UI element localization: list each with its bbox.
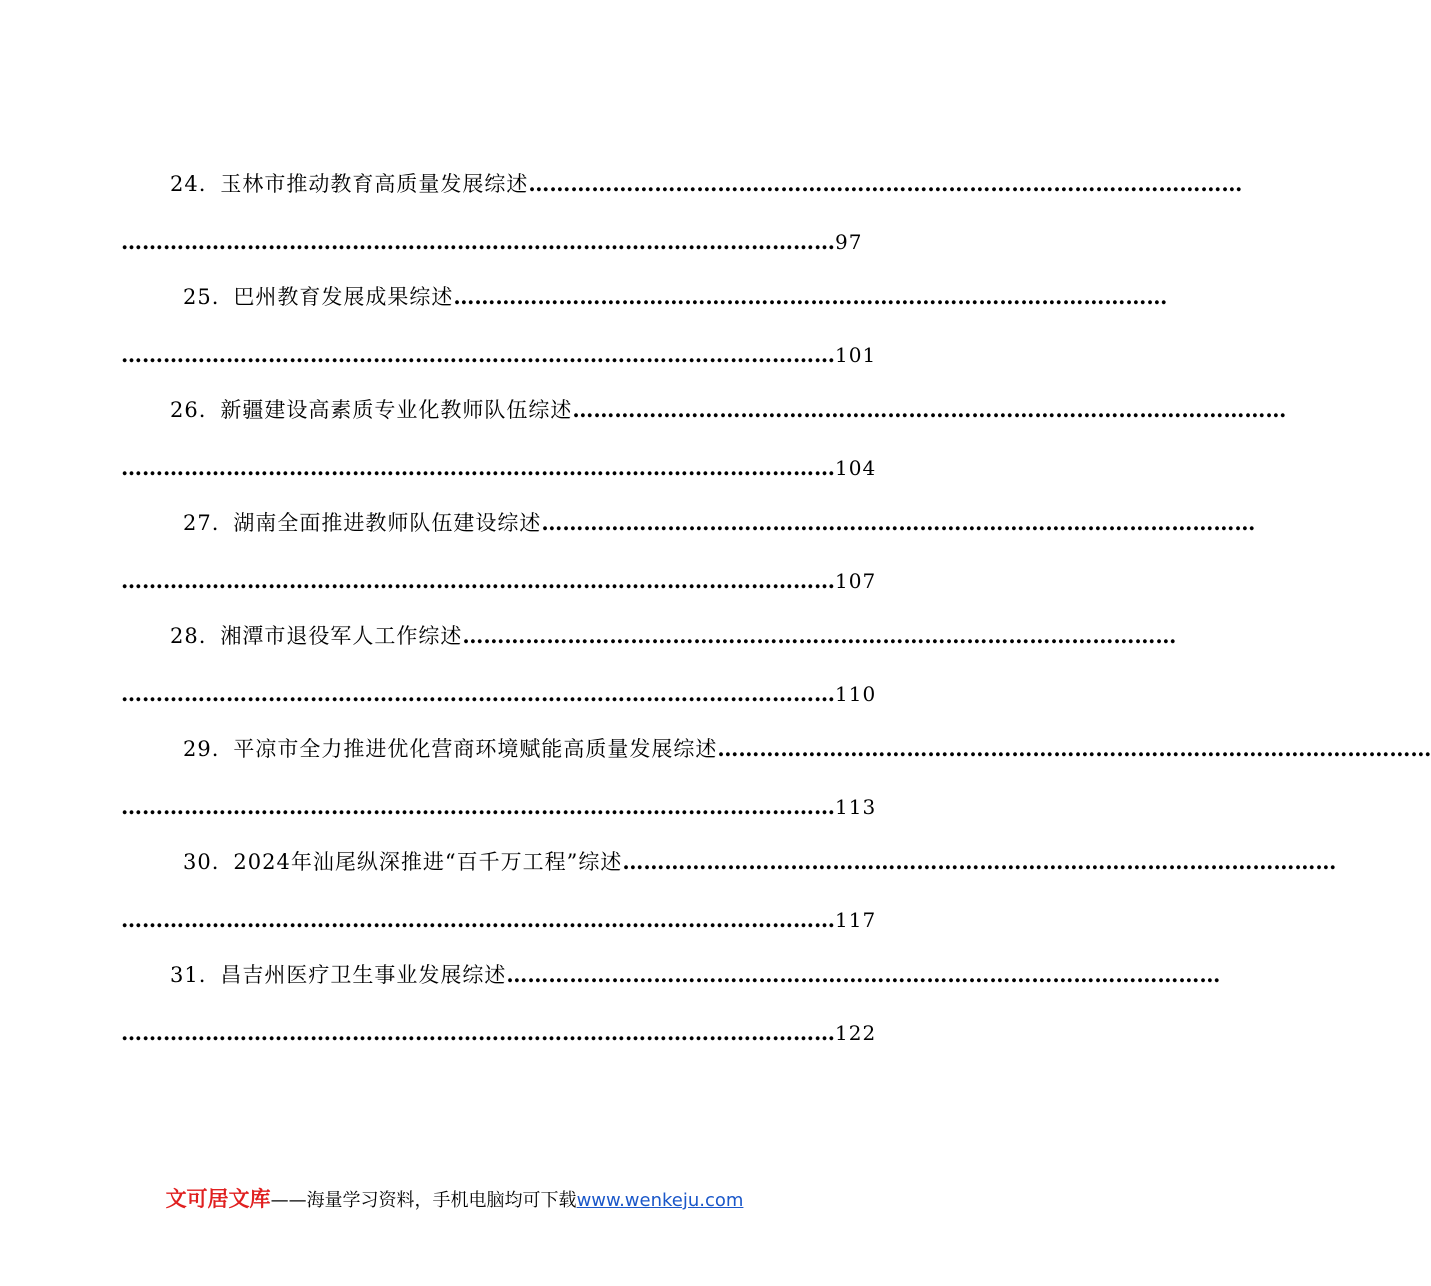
toc-leader-dots: ………………………………………………………………………………………… <box>121 681 835 706</box>
toc-leader-dots: ………………………………………………………………………………………… <box>506 962 1221 987</box>
toc-entry-title: 湖南全面推进教师队伍建设综述 <box>233 511 542 535</box>
toc-leader-dots: ………………………………………………………………………………………… <box>121 568 835 593</box>
toc-leader-dots: ………………………………………………………………………………………… <box>572 397 1287 422</box>
toc-entry-number: 27. <box>183 511 220 535</box>
toc-page-number: 97 <box>835 230 863 254</box>
toc-entry-number: 24. <box>170 172 207 196</box>
toc-leader-dots: ………………………………………………………………………………………… <box>453 284 1168 309</box>
toc-page-number: 113 <box>835 795 877 819</box>
toc-leader-dots: ………………………………………………………………………………………… <box>121 1020 835 1045</box>
toc-page-number: 117 <box>835 908 877 932</box>
toc-entry[interactable] <box>170 620 1177 652</box>
toc-entry[interactable] <box>170 168 1243 200</box>
toc-leader-dots: ………………………………………………………………………………………… <box>541 510 1256 535</box>
toc-leader-dots: ………………………………………………………………………………………… <box>717 736 1431 761</box>
toc-leader-dots: ………………………………………………………………………………………… <box>121 455 835 480</box>
toc-page-number: 107 <box>835 569 877 593</box>
toc-entry-continuation <box>121 452 877 484</box>
toc-leader-dots: ………………………………………………………………………………………… <box>462 623 1177 648</box>
footer-brand: 文可居文库 <box>165 1187 271 1211</box>
toc-entry-number: 30. <box>183 850 220 874</box>
toc-entry[interactable] <box>170 394 1287 426</box>
toc-entry-title: 巴州教育发展成果综述 <box>233 285 454 309</box>
toc-entry[interactable] <box>183 507 1256 539</box>
toc-entry-title: 新疆建设高素质专业化教师队伍综述 <box>220 398 573 422</box>
footer-slogan: ——海量学习资料，手机电脑均可下载 <box>270 1190 577 1211</box>
toc-page-number: 101 <box>835 343 877 367</box>
toc-entry-title: 平凉市全力推进优化营商环境赋能高质量发展综述 <box>233 737 718 761</box>
toc-entry-number: 29. <box>183 737 220 761</box>
toc-page-number: 104 <box>835 456 877 480</box>
toc-entry-continuation <box>121 565 877 597</box>
toc-page-number: 110 <box>835 682 877 706</box>
toc-leader-dots: ………………………………………………………………………………………… <box>622 849 1337 874</box>
toc-entry-continuation <box>121 678 877 710</box>
toc-leader-dots: ………………………………………………………………………………………… <box>528 171 1243 196</box>
footer-banner <box>0 1183 909 1213</box>
toc-entry-number: 31. <box>170 963 207 987</box>
toc-entry[interactable] <box>183 846 1337 878</box>
toc-leader-dots: ………………………………………………………………………………………… <box>121 342 835 367</box>
toc-leader-dots: ………………………………………………………………………………………… <box>121 794 835 819</box>
footer-website-link[interactable]: www.wenkeju.com <box>576 1190 744 1211</box>
toc-entry-title: 玉林市推动教育高质量发展综述 <box>220 172 529 196</box>
toc-entry[interactable] <box>183 733 1431 765</box>
toc-entry-continuation <box>121 791 877 823</box>
toc-entry-continuation <box>121 1017 877 1049</box>
toc-entry-title: 湘潭市退役军人工作综述 <box>220 624 463 648</box>
toc-entry-number: 28. <box>170 624 207 648</box>
toc-entry[interactable] <box>183 281 1168 313</box>
toc-entry[interactable] <box>170 959 1221 991</box>
toc-entry-number: 25. <box>183 285 220 309</box>
toc-entry-continuation <box>121 226 863 258</box>
toc-entry-continuation <box>121 339 877 371</box>
toc-leader-dots: ………………………………………………………………………………………… <box>121 229 835 254</box>
toc-entry-title: 昌吉州医疗卫生事业发展综述 <box>220 963 507 987</box>
toc-entry-number: 26. <box>170 398 207 422</box>
toc-entry-continuation <box>121 904 877 936</box>
toc-leader-dots: ………………………………………………………………………………………… <box>121 907 835 932</box>
toc-page-number: 122 <box>835 1021 877 1045</box>
toc-entry-title: 2024年汕尾纵深推进“百千万工程”综述 <box>233 850 623 874</box>
